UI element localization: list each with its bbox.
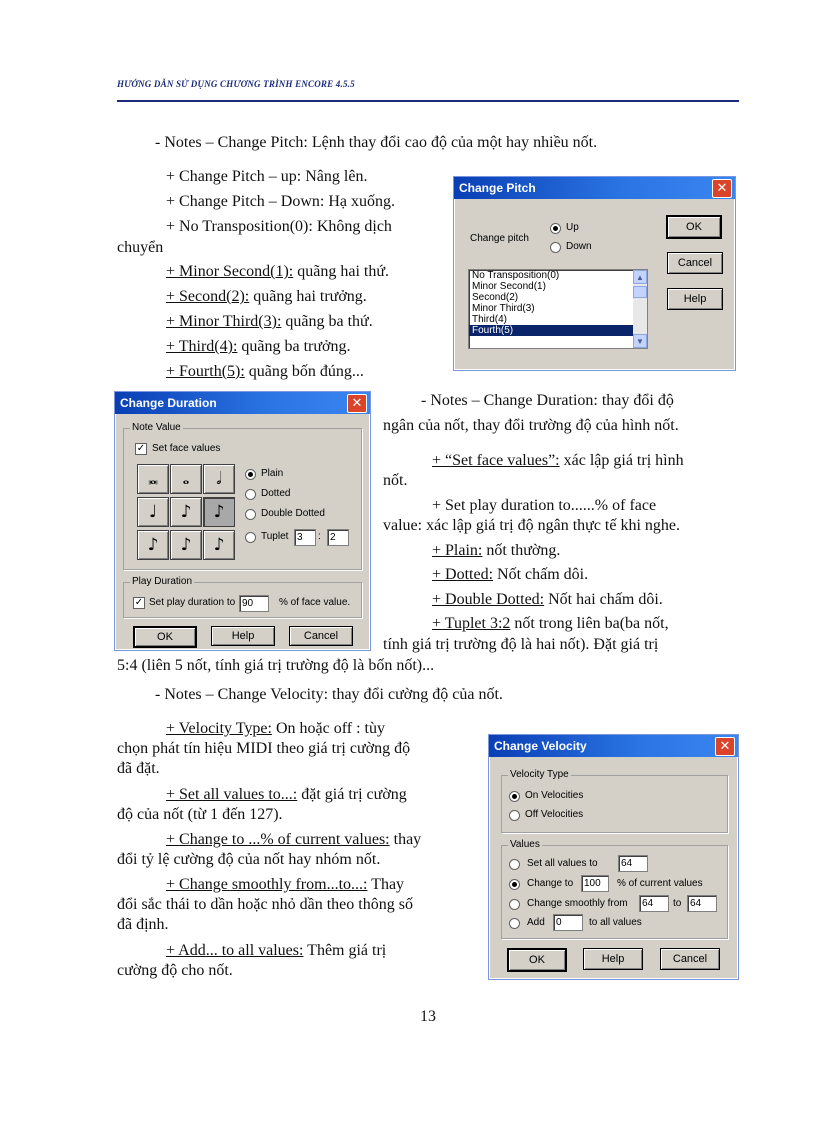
- dialog-title: Change Velocity: [489, 735, 738, 757]
- term: + Set all values to...:: [166, 786, 298, 803]
- radio-dotted[interactable]: [245, 489, 256, 500]
- note-button-quarter[interactable]: ♩: [137, 497, 169, 527]
- add-label: Add: [527, 917, 545, 928]
- page-number: 13: [420, 1008, 436, 1025]
- desc: quãng hai thứ.: [293, 263, 389, 280]
- interval-listbox[interactable]: [468, 269, 648, 349]
- desc: On hoặc off : tùy: [271, 720, 385, 737]
- radio-plain-label: Plain: [261, 468, 284, 479]
- para-pitch-up: + Change Pitch – up: Nâng lên.: [166, 168, 368, 185]
- radio-double-dotted-label: Double Dotted: [261, 508, 325, 519]
- change-smoothly-label: Change smoothly from: [527, 898, 628, 909]
- term: + Add... to all values:: [166, 942, 304, 959]
- desc: Thay: [367, 876, 405, 893]
- pct-current-label: % of current values: [617, 878, 703, 889]
- para-change-smoothly-cont: đổi sắc thái to dần hoặc nhỏ dần theo thông số: [117, 896, 413, 913]
- tuplet-denominator-input[interactable]: 2: [327, 529, 349, 546]
- change-to-label: Change to: [527, 878, 574, 889]
- set-face-values-checkbox[interactable]: ✓: [136, 443, 146, 454]
- term: + Fourth(5):: [166, 363, 245, 380]
- desc: Nốt chấm dôi.: [493, 566, 589, 583]
- term: + Third(4):: [166, 338, 238, 355]
- cancel-button[interactable]: Cancel: [667, 252, 723, 274]
- smooth-to-input[interactable]: 64: [687, 895, 717, 912]
- para-set-play-duration: + Set play duration to......% of face: [432, 497, 657, 514]
- radio-up-label: Up: [566, 222, 579, 233]
- scroll-thumb[interactable]: [633, 286, 647, 298]
- desc: thay: [389, 831, 422, 848]
- radio-on-velocities[interactable]: [509, 791, 520, 802]
- radio-change-to[interactable]: [509, 879, 520, 890]
- para-change-smoothly-cont2: đã định.: [117, 916, 169, 933]
- add-input[interactable]: 0: [553, 914, 583, 931]
- para-second: [166, 285, 367, 309]
- set-all-input[interactable]: 64: [618, 855, 648, 872]
- note-button-32nd[interactable]: ♪: [137, 530, 169, 560]
- term: + “Set face values”:: [432, 452, 560, 469]
- velocity-type-group: [501, 769, 728, 833]
- term: + Tuplet 3:2: [432, 615, 511, 632]
- radio-up[interactable]: [550, 223, 561, 234]
- term: + Dotted:: [432, 566, 494, 583]
- desc: quãng ba thứ.: [281, 313, 373, 330]
- note-button-whole[interactable]: 𝅝: [170, 464, 202, 494]
- para-third: [166, 335, 351, 359]
- help-button[interactable]: Help: [667, 288, 723, 310]
- desc: quãng ba trưởng.: [237, 338, 351, 355]
- para-change-velocity: - Notes – Change Velocity: thay đổi cường độ của nốt.: [155, 686, 503, 703]
- para-dotted: [432, 563, 588, 587]
- ok-button[interactable]: OK: [666, 215, 722, 239]
- cancel-button[interactable]: Cancel: [289, 626, 353, 646]
- desc: quãng hai trưởng.: [249, 288, 367, 305]
- desc: nốt thường.: [482, 542, 561, 559]
- desc: xác lập giá trị hình: [559, 452, 684, 469]
- list-item[interactable]: Third(4): [472, 314, 508, 325]
- desc: quãng bốn đúng...: [244, 363, 364, 380]
- para-velocity-type-cont2: đã đặt.: [117, 760, 160, 777]
- radio-dotted-label: Dotted: [261, 488, 291, 499]
- note-button-eighth[interactable]: ♪: [170, 497, 202, 527]
- para-set-all-values-cont: độ của nốt (từ 1 đến 127).: [117, 806, 283, 823]
- radio-plain[interactable]: [245, 469, 256, 480]
- list-item[interactable]: Minor Third(3): [472, 303, 535, 314]
- note-button-sixteenth-selected[interactable]: ♪: [203, 497, 235, 527]
- change-pitch-label: Change pitch: [470, 233, 529, 244]
- para-plain: [432, 539, 560, 563]
- desc: Thêm giá trị: [303, 942, 387, 959]
- scrollbar[interactable]: [633, 270, 647, 348]
- para-minor-third: [166, 310, 373, 334]
- para-no-transposition-cont: chuyển: [117, 239, 164, 256]
- term: + Velocity Type:: [166, 720, 272, 737]
- set-play-duration-label: Set play duration to: [149, 597, 236, 608]
- tuplet-separator: :: [318, 531, 321, 542]
- ok-button[interactable]: OK: [133, 626, 197, 648]
- running-header: HƯỚNG DẪN SỬ DỤNG CHƯƠNG TRÌNH ENCORE 4.5.5: [117, 79, 355, 89]
- note-button-128th[interactable]: ♪: [203, 530, 235, 560]
- para-tuplet-cont: tính giá trị trường độ là hai nốt). Đặt giá trị: [383, 636, 659, 653]
- radio-double-dotted[interactable]: [245, 509, 256, 520]
- note-value-label: Note Value: [132, 422, 181, 433]
- radio-set-all[interactable]: [509, 859, 520, 870]
- term: + Plain:: [432, 542, 483, 559]
- term: + Change smoothly from...to...:: [166, 876, 368, 893]
- list-item[interactable]: Second(2): [472, 292, 519, 303]
- smooth-from-input[interactable]: 64: [639, 895, 669, 912]
- radio-tuplet-label: Tuplet: [261, 531, 289, 542]
- change-to-input[interactable]: 100: [581, 875, 609, 892]
- term: + Second(2):: [166, 288, 250, 305]
- desc: nốt trong liên ba(ba nốt,: [510, 615, 669, 632]
- para-double-dotted: [432, 588, 663, 612]
- radio-tuplet[interactable]: [245, 532, 256, 543]
- term: + Double Dotted:: [432, 591, 545, 608]
- term: + Minor Third(3):: [166, 313, 282, 330]
- close-icon[interactable]: ✕: [347, 394, 367, 413]
- note-button-breve[interactable]: 𝅜: [137, 464, 169, 494]
- note-button-half[interactable]: 𝅗𝅥: [203, 464, 235, 494]
- tuplet-numerator-input[interactable]: 3: [294, 529, 316, 546]
- radio-off-velocities-label: Off Velocities: [525, 809, 584, 820]
- header-rule: [117, 100, 739, 102]
- para-change-duration: - Notes – Change Duration: thay đổi độ: [421, 392, 674, 409]
- change-velocity-dialog: [488, 734, 739, 980]
- radio-down[interactable]: [550, 242, 561, 253]
- para-pitch-down: + Change Pitch – Down: Hạ xuống.: [166, 193, 395, 210]
- set-face-values-label: Set face values: [152, 443, 221, 454]
- para-velocity-type-cont: chọn phát tín hiệu MIDI theo giá trị cường độ: [117, 740, 411, 757]
- desc: Nốt hai chấm dôi.: [544, 591, 663, 608]
- radio-change-smoothly[interactable]: [509, 899, 520, 910]
- values-label: Values: [510, 839, 540, 850]
- term: + Minor Second(1):: [166, 263, 294, 280]
- set-play-duration-checkbox[interactable]: ✓: [134, 597, 144, 608]
- para-change-duration-cont: ngân của nốt, thay đổi trường độ của hình nốt.: [383, 417, 679, 434]
- para-set-play-duration-cont: value: xác lập giá trị độ ngân thực tế khi nghe.: [383, 517, 681, 534]
- to-all-values-label: to all values: [589, 917, 642, 928]
- desc: đặt giá trị cường: [297, 786, 407, 803]
- radio-off-velocities[interactable]: [509, 810, 520, 821]
- para-change-pitch: - Notes – Change Pitch: Lệnh thay đổi cao độ của một hay nhiều nốt.: [155, 134, 598, 151]
- para-fourth: [166, 360, 364, 384]
- radio-down-label: Down: [566, 241, 592, 252]
- para-no-transposition: + No Transposition(0): Không dịch: [166, 218, 392, 235]
- radio-add[interactable]: [509, 918, 520, 929]
- change-duration-dialog: [114, 391, 371, 651]
- help-button[interactable]: Help: [583, 948, 643, 970]
- radio-on-velocities-label: On Velocities: [525, 790, 584, 801]
- play-duration-label: Play Duration: [132, 576, 193, 587]
- para-change-to-cont: đổi tỷ lệ cường độ của nốt hay nhóm nốt.: [117, 851, 381, 868]
- para-add-cont: cường độ cho nốt.: [117, 962, 233, 979]
- close-icon[interactable]: ✕: [712, 179, 732, 198]
- change-pitch-dialog: [453, 176, 736, 371]
- close-icon[interactable]: ✕: [715, 737, 735, 756]
- dialog-title: Change Duration: [115, 392, 370, 414]
- note-button-64th[interactable]: ♪: [170, 530, 202, 560]
- para-minor-second: [166, 260, 389, 284]
- cancel-button[interactable]: Cancel: [660, 948, 720, 970]
- velocity-type-label: Velocity Type: [510, 769, 569, 780]
- scroll-down-icon[interactable]: ▼: [633, 334, 647, 348]
- list-item[interactable]: No Transposition(0): [472, 270, 560, 281]
- term: + Change to ...% of current values:: [166, 831, 390, 848]
- para-set-face-values-cont: nốt.: [383, 472, 408, 489]
- face-value-pct-label: % of face value.: [279, 597, 351, 608]
- list-item[interactable]: Minor Second(1): [472, 281, 546, 292]
- para-tuplet-cont2: 5:4 (liên 5 nốt, tính giá trị trường độ là bốn nốt)...: [117, 657, 435, 674]
- smooth-to-label: to: [673, 898, 682, 909]
- list-item-selected[interactable]: Fourth(5): [469, 325, 647, 336]
- help-button[interactable]: Help: [211, 626, 275, 646]
- dialog-title: Change Pitch: [454, 177, 735, 199]
- play-duration-input[interactable]: 90: [239, 595, 269, 612]
- scroll-up-icon[interactable]: ▲: [633, 270, 647, 284]
- set-all-label: Set all values to: [527, 858, 598, 869]
- para-set-face-values: [432, 449, 684, 473]
- ok-button[interactable]: OK: [507, 948, 567, 972]
